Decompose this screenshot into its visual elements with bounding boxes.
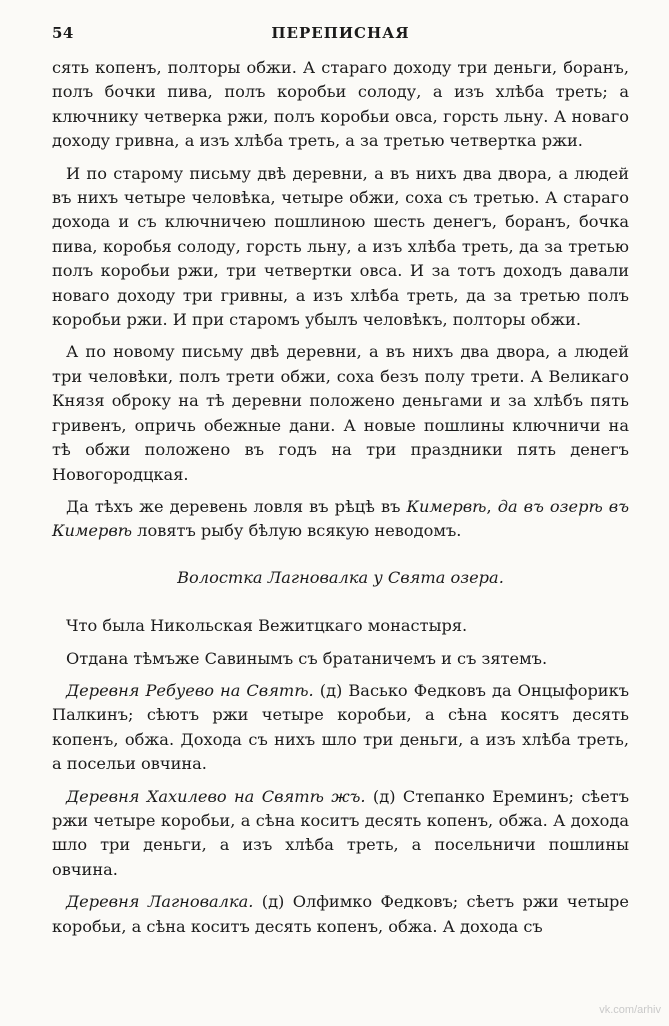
page-number: 54 [52,24,74,42]
paragraph-3: А по новому письму двѣ деревни, а въ нихъ два двора, а людей три человѣки, полъ трети обжи, соха безъ полу трети. А Великаго Князя оброку на тѣ деревни положено деньгами и за хлѣбъ пять гривенъ, опричь обежные дани. А новые пошлины ключничи на тѣ обжи положено въ годъ на три праздники пять денегъ Новогородцкая. [52,342,629,484]
running-head: ПЕРЕПИСНАЯ [271,24,410,42]
page-body [52,56,629,939]
entry-1-name: Деревня Ребуево на Святѣ. [66,680,314,700]
paragraph-4-comma: , [486,496,498,516]
entry-3-text: (д) Олфимко Федковъ; сѣетъ ржи четыре коробьи, а сѣна коситъ десять копенъ, обжа. А дохода съ [52,892,629,936]
paragraph-4-place-1: Кимервѣ [406,496,487,516]
entry-3-name: Деревня Лагновалка. [66,892,254,912]
entry-1-text: (д) Васько Федковъ да Онцыфорикъ Палкинъ; сѣютъ ржи четыре коробьи, а сѣна косятъ десять копенъ, обжа. Дохода съ нихъ шло три деньги, а изъ хлѣба треть, а посельи овчина. [52,680,630,774]
section-line-2: Отдана тѣмъже Савинымъ съ братаничемъ и съ зятемъ. [66,648,548,668]
watermark: vk.com/arhiv [599,1004,661,1016]
entry-2-text: (д) Степанко Ереминъ; сѣетъ ржи четыре коробьи, а сѣна коситъ десять копенъ, обжа. А дохода шло три деньги, а изъ хлѣба треть, а посельничи пошлины овчина. [52,786,629,879]
entry-2 [52,785,629,883]
paragraph-4-end: ловятъ рыбу бѣлую всякую неводомъ. [132,521,462,541]
page-header [52,24,629,56]
paragraph-4-start: Да тѣхъ же деревень ловля въ рѣцѣ въ [66,496,407,516]
entry-2-name: Деревня Хахилево на Святѣ жъ. [66,786,366,806]
entry-1 [52,679,629,777]
entry-3 [52,890,629,939]
paragraph-4-place-2: да въ озерѣ въ Кимервѣ [52,496,629,541]
paragraph-2: И по старому письму двѣ деревни, а въ нихъ два двора, а людей въ нихъ четыре человѣка, четыре обжи, соха съ третью. А стараго дохода и съ ключничею пошлиною шесть денегъ, боранъ, бочка пива, коробья солоду, горсть льну, а изъ хлѣба треть, да за третью полъ коробьи ржи, три четвертки овса. И за тотъ доходъ давали новаго доходу три гривны, а изъ хлѣба треть, да за третью полъ коробьи ржи. И при старомъ убылъ человѣкъ, полторы обжи. [52,163,629,330]
paragraph-1: сять копенъ, полторы обжи. А стараго доходу три деньги, боранъ, полъ бочки пива, полъ коробьи солоду, а изъ хлѣба треть; а ключнику четверка ржи, полъ коробьи овса, горсть льну. А новаго доходу гривна, а изъ хлѣба треть, а за третью четвертка ржи. [52,58,629,151]
section-line-1: Что была Никольская Вежитцкаго монастыря. [66,616,468,636]
section-heading: Волостка Лагновалка у Свята озера. [177,567,504,587]
paragraph-4 [52,495,629,544]
